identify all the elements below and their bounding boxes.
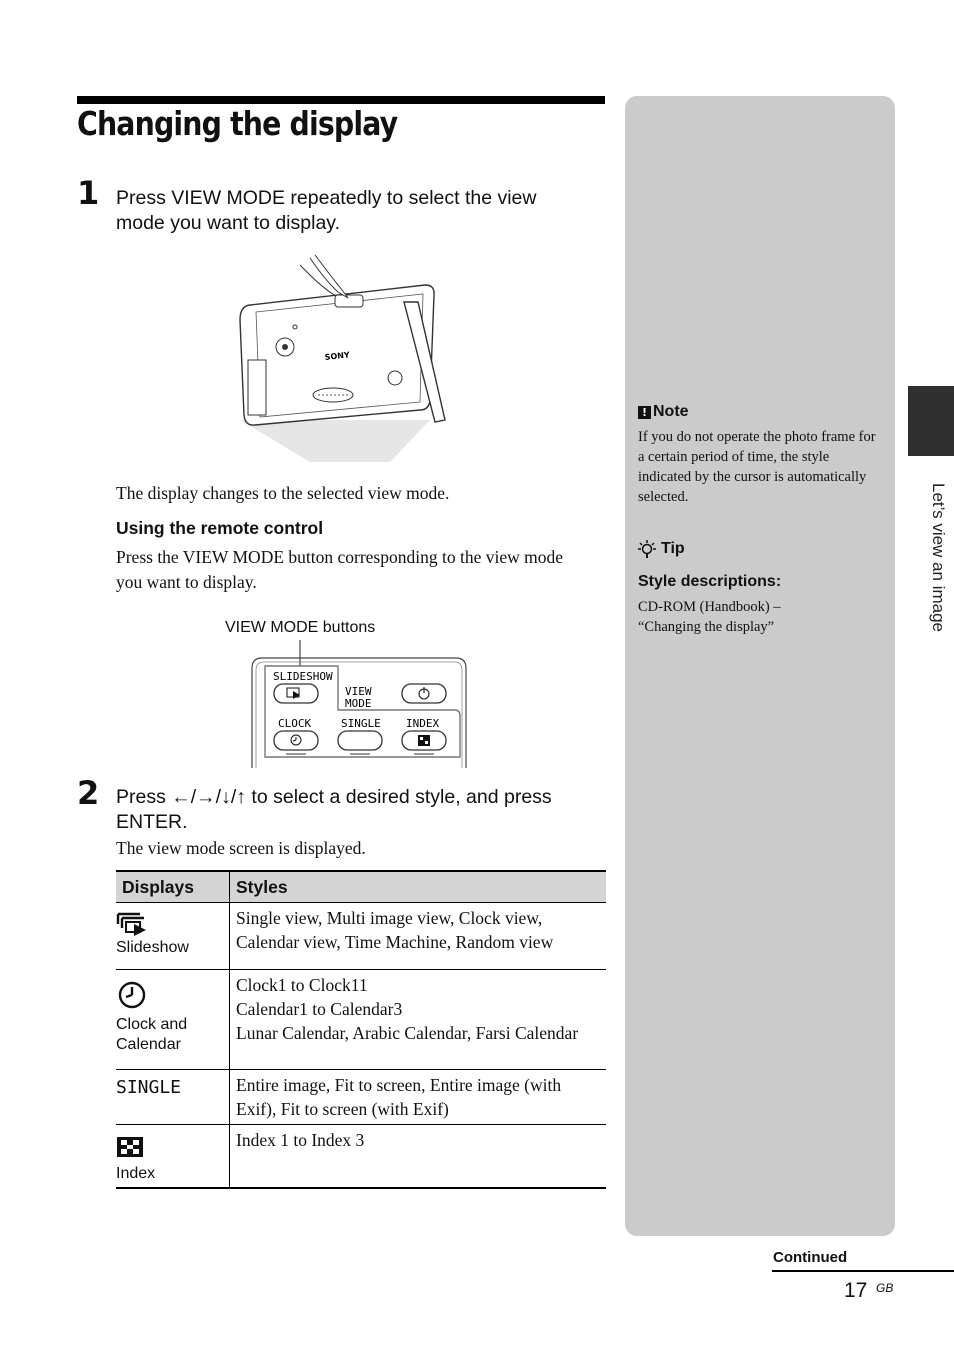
lightbulb-icon [638, 539, 656, 559]
step-1-number: 1 [77, 174, 100, 212]
table-row [116, 970, 606, 1070]
display-clock-calendar: Clock and Calendar [116, 1016, 188, 1053]
styles-clock-line-1: Clock1 to Clock11 [236, 975, 368, 995]
continued-label: Continued [773, 1249, 848, 1266]
view-mode-callout: VIEW MODE buttons [225, 619, 376, 636]
tip-line-2: “Changing the display” [638, 619, 775, 635]
step-1-result: The display changes to the selected view mode. [116, 483, 450, 503]
view-mode-label-2: MODE [345, 697, 372, 710]
frame-brand: SONY [324, 350, 351, 362]
table-row [116, 1125, 606, 1189]
photo-frame-illustration [230, 250, 460, 465]
clock-icon [116, 979, 148, 1011]
styles-table [116, 870, 606, 1189]
title-rule [77, 96, 605, 104]
note-heading-row [638, 403, 689, 421]
step-2-text: Press ←/→/↓/↑ to select a desired style, and press ENTER. [116, 786, 552, 833]
tip-heading-row [638, 539, 685, 559]
view-mode-label-1: VIEW [345, 685, 372, 698]
remote-text: Press the VIEW MODE button corresponding to the view mode you want to display. [116, 547, 563, 592]
styles-clock-line-2: Calendar1 to Calendar3 [236, 999, 403, 1019]
styles-single: Entire image, Fit to screen, Entire image (with Exif), Fit to screen (with Exif) [230, 1070, 607, 1125]
styles-slideshow: Single view, Multi image view, Clock view, Calendar view, Time Machine, Random view [230, 903, 607, 970]
single-label: SINGLE [341, 717, 381, 730]
slideshow-icon [116, 910, 152, 938]
index-icon [116, 1136, 144, 1158]
step-1-text: Press VIEW MODE repeatedly to select the view mode you want to display. [116, 187, 537, 234]
step-2-result: The view mode screen is displayed. [116, 838, 366, 858]
step-2-number: 2 [77, 774, 100, 812]
col-header-displays: Displays [116, 871, 230, 903]
sidebar-panel [625, 96, 895, 1236]
note-icon: ! [638, 406, 651, 419]
note-text: If you do not operate the photo frame for a certain period of time, the style indicated by the cursor is automatically selected. [638, 429, 876, 505]
page-number: 17 [844, 1279, 868, 1302]
note-heading: Note [653, 403, 689, 420]
remote-control-illustration [248, 640, 470, 768]
clock-label: CLOCK [278, 717, 312, 730]
table-row [116, 1070, 606, 1125]
section-label: Let’s view an image [929, 483, 948, 632]
remote-heading: Using the remote control [116, 518, 324, 538]
display-slideshow: Slideshow [116, 939, 189, 956]
display-index: Index [116, 1165, 156, 1182]
page-title: Changing the display [77, 104, 398, 143]
continued-rule [772, 1270, 954, 1272]
section-tab [908, 386, 954, 456]
styles-index: Index 1 to Index 3 [230, 1125, 607, 1189]
display-single: SINGLE [116, 1077, 182, 1098]
index-label: INDEX [406, 717, 440, 730]
col-header-styles: Styles [230, 871, 607, 903]
styles-clock-line-3: Lunar Calendar, Arabic Calendar, Farsi Calendar [236, 1023, 579, 1043]
page-suffix: GB [876, 1281, 894, 1295]
index-icon [418, 735, 430, 746]
table-row [116, 903, 606, 970]
slideshow-label: SLIDESHOW [273, 670, 333, 683]
tip-line-1: CD-ROM (Handbook) – [638, 599, 781, 615]
tip-heading: Tip [661, 540, 685, 557]
tip-subheading: Style descriptions: [638, 573, 782, 590]
